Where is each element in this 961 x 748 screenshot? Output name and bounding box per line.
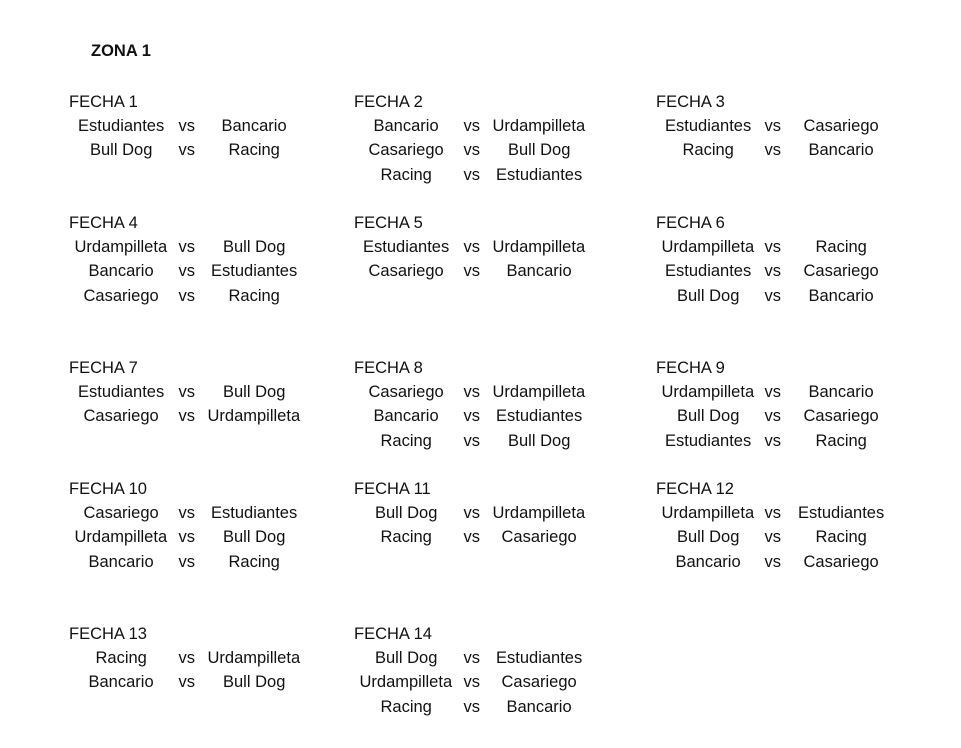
home-team: Bull Dog [375,504,438,522]
match-row [69,502,369,524]
fecha-block [354,624,654,724]
home-team: Racing [380,165,432,184]
match-row [656,115,956,137]
vs-label: vs [463,383,480,401]
away-team: Casariego [803,117,879,135]
match-row [69,671,369,693]
vs-label: vs [463,528,480,547]
fecha-block [69,213,369,313]
away-team: Estudiantes [211,504,298,522]
home-team: Bull Dog [90,141,153,160]
away-team: Bull Dog [508,431,571,450]
home-team: Casariego [368,141,444,160]
fecha-block [354,358,654,458]
away-team: Racing [815,528,867,547]
vs-label: vs [764,383,781,401]
away-team: Bancario [808,141,874,160]
home-team: Casariego [368,262,444,281]
match-row [656,526,956,548]
away-team: Casariego [501,673,577,692]
match-row [656,381,956,403]
home-team: Racing [682,141,734,160]
match-row [69,260,369,282]
vs-label: vs [178,117,195,135]
match-row [354,405,654,427]
vs-label: vs [463,504,480,522]
fecha-title: FECHA 11 [354,480,431,498]
match-row [69,551,369,573]
away-team: Urdampilleta [492,238,586,256]
match-row [69,236,369,258]
away-team: Urdampilleta [207,649,301,667]
home-team: Bull Dog [677,286,740,305]
match-row [354,647,654,669]
away-team: Casariego [803,552,879,571]
fecha-block [656,92,956,168]
home-team: Racing [380,528,432,547]
home-team: Casariego [368,383,444,401]
match-row [656,430,956,452]
home-team: Casariego [83,407,159,426]
away-team: Casariego [501,528,577,547]
away-team: Bull Dog [223,238,286,256]
fecha-title: FECHA 7 [69,359,138,377]
vs-label: vs [178,383,195,401]
vs-label: vs [178,528,195,547]
vs-label: vs [463,697,480,716]
away-team: Bancario [808,383,874,401]
away-team: Bull Dog [223,673,286,692]
vs-label: vs [764,528,781,547]
home-team: Bull Dog [677,407,740,426]
home-team: Estudiantes [665,262,752,281]
match-row [354,696,654,718]
home-team: Estudiantes [363,238,450,256]
match-row [656,236,956,258]
fecha-title: FECHA 13 [69,625,147,643]
fecha-block [69,358,369,434]
vs-label: vs [178,262,195,281]
match-row [354,502,654,524]
fecha-title: FECHA 12 [656,480,734,498]
match-row [354,526,654,548]
vs-label: vs [764,286,781,305]
away-team: Racing [815,431,867,450]
fecha-title: FECHA 10 [69,480,147,498]
fecha-title: FECHA 4 [69,214,138,232]
fecha-block [656,358,956,458]
vs-label: vs [463,649,480,667]
home-team: Bancario [675,552,741,571]
home-team: Urdampilleta [74,238,168,256]
match-row [354,381,654,403]
home-team: Bancario [88,262,154,281]
fecha-block [354,92,654,192]
home-team: Estudiantes [78,383,165,401]
vs-label: vs [178,238,195,256]
fecha-title: FECHA 6 [656,214,725,232]
match-row [656,260,956,282]
vs-label: vs [178,552,195,571]
match-row [69,647,369,669]
fecha-block [354,213,654,289]
match-row [69,115,369,137]
home-team: Casariego [83,286,159,305]
match-row [656,551,956,573]
match-row [656,139,956,161]
away-team: Racing [228,286,280,305]
away-team: Estudiantes [496,649,583,667]
away-team: Bull Dog [223,383,286,401]
home-team: Casariego [83,504,159,522]
home-team: Bancario [373,407,439,426]
vs-label: vs [463,238,480,256]
home-team: Racing [380,697,432,716]
away-team: Racing [228,552,280,571]
match-row [69,285,369,307]
away-team: Urdampilleta [492,504,586,522]
away-team: Urdampilleta [492,117,586,135]
match-row [354,139,654,161]
fecha-title: FECHA 5 [354,214,423,232]
vs-label: vs [764,262,781,281]
home-team: Racing [95,649,147,667]
vs-label: vs [764,504,781,522]
away-team: Estudiantes [496,407,583,426]
fecha-title: FECHA 14 [354,625,432,643]
home-team: Urdampilleta [661,383,755,401]
home-team: Estudiantes [665,117,752,135]
away-team: Casariego [803,407,879,426]
vs-label: vs [178,286,195,305]
away-team: Bancario [808,286,874,305]
home-team: Estudiantes [78,117,165,135]
vs-label: vs [764,431,781,450]
vs-label: vs [178,649,195,667]
match-row [354,236,654,258]
match-row [354,115,654,137]
vs-label: vs [463,407,480,426]
vs-label: vs [463,673,480,692]
home-team: Estudiantes [665,431,752,450]
fecha-title: FECHA 9 [656,359,725,377]
home-team: Urdampilleta [359,673,453,692]
vs-label: vs [463,431,480,450]
home-team: Bancario [88,552,154,571]
away-team: Racing [228,141,280,160]
match-row [656,405,956,427]
vs-label: vs [178,504,195,522]
fecha-block [354,479,654,555]
match-row [69,526,369,548]
fecha-block [69,479,369,579]
vs-label: vs [178,407,195,426]
match-row [656,285,956,307]
away-team: Estudiantes [211,262,298,281]
away-team: Bancario [221,117,287,135]
vs-label: vs [178,673,195,692]
home-team: Urdampilleta [661,238,755,256]
vs-label: vs [178,141,195,160]
home-team: Urdampilleta [74,528,168,547]
away-team: Urdampilleta [492,383,586,401]
match-row [69,405,369,427]
vs-label: vs [764,141,781,160]
match-row [69,139,369,161]
fecha-block [656,479,956,579]
match-row [354,430,654,452]
fecha-block [69,92,369,168]
away-team: Casariego [803,262,879,281]
vs-label: vs [463,141,480,160]
vs-label: vs [463,262,480,281]
match-row [69,381,369,403]
match-row [656,502,956,524]
fecha-title: FECHA 1 [69,93,138,111]
home-team: Racing [380,431,432,450]
away-team: Bull Dog [223,528,286,547]
home-team: Bull Dog [677,528,740,547]
home-team: Urdampilleta [661,504,755,522]
away-team: Racing [815,238,867,256]
away-team: Estudiantes [798,504,885,522]
home-team: Bancario [88,673,154,692]
match-row [354,260,654,282]
away-team: Bancario [506,697,572,716]
fecha-title: FECHA 2 [354,93,423,111]
vs-label: vs [764,117,781,135]
vs-label: vs [463,117,480,135]
home-team: Bull Dog [375,649,438,667]
match-row [354,164,654,186]
vs-label: vs [764,552,781,571]
fecha-block [69,624,369,700]
away-team: Estudiantes [496,165,583,184]
vs-label: vs [764,238,781,256]
away-team: Bancario [506,262,572,281]
vs-label: vs [764,407,781,426]
away-team: Urdampilleta [207,407,301,426]
fecha-block [656,213,956,313]
away-team: Bull Dog [508,141,571,160]
match-row [354,671,654,693]
home-team: Bancario [373,117,439,135]
vs-label: vs [463,165,480,184]
zone-title: ZONA 1 [91,42,151,60]
fecha-title: FECHA 3 [656,93,725,111]
fecha-title: FECHA 8 [354,359,423,377]
